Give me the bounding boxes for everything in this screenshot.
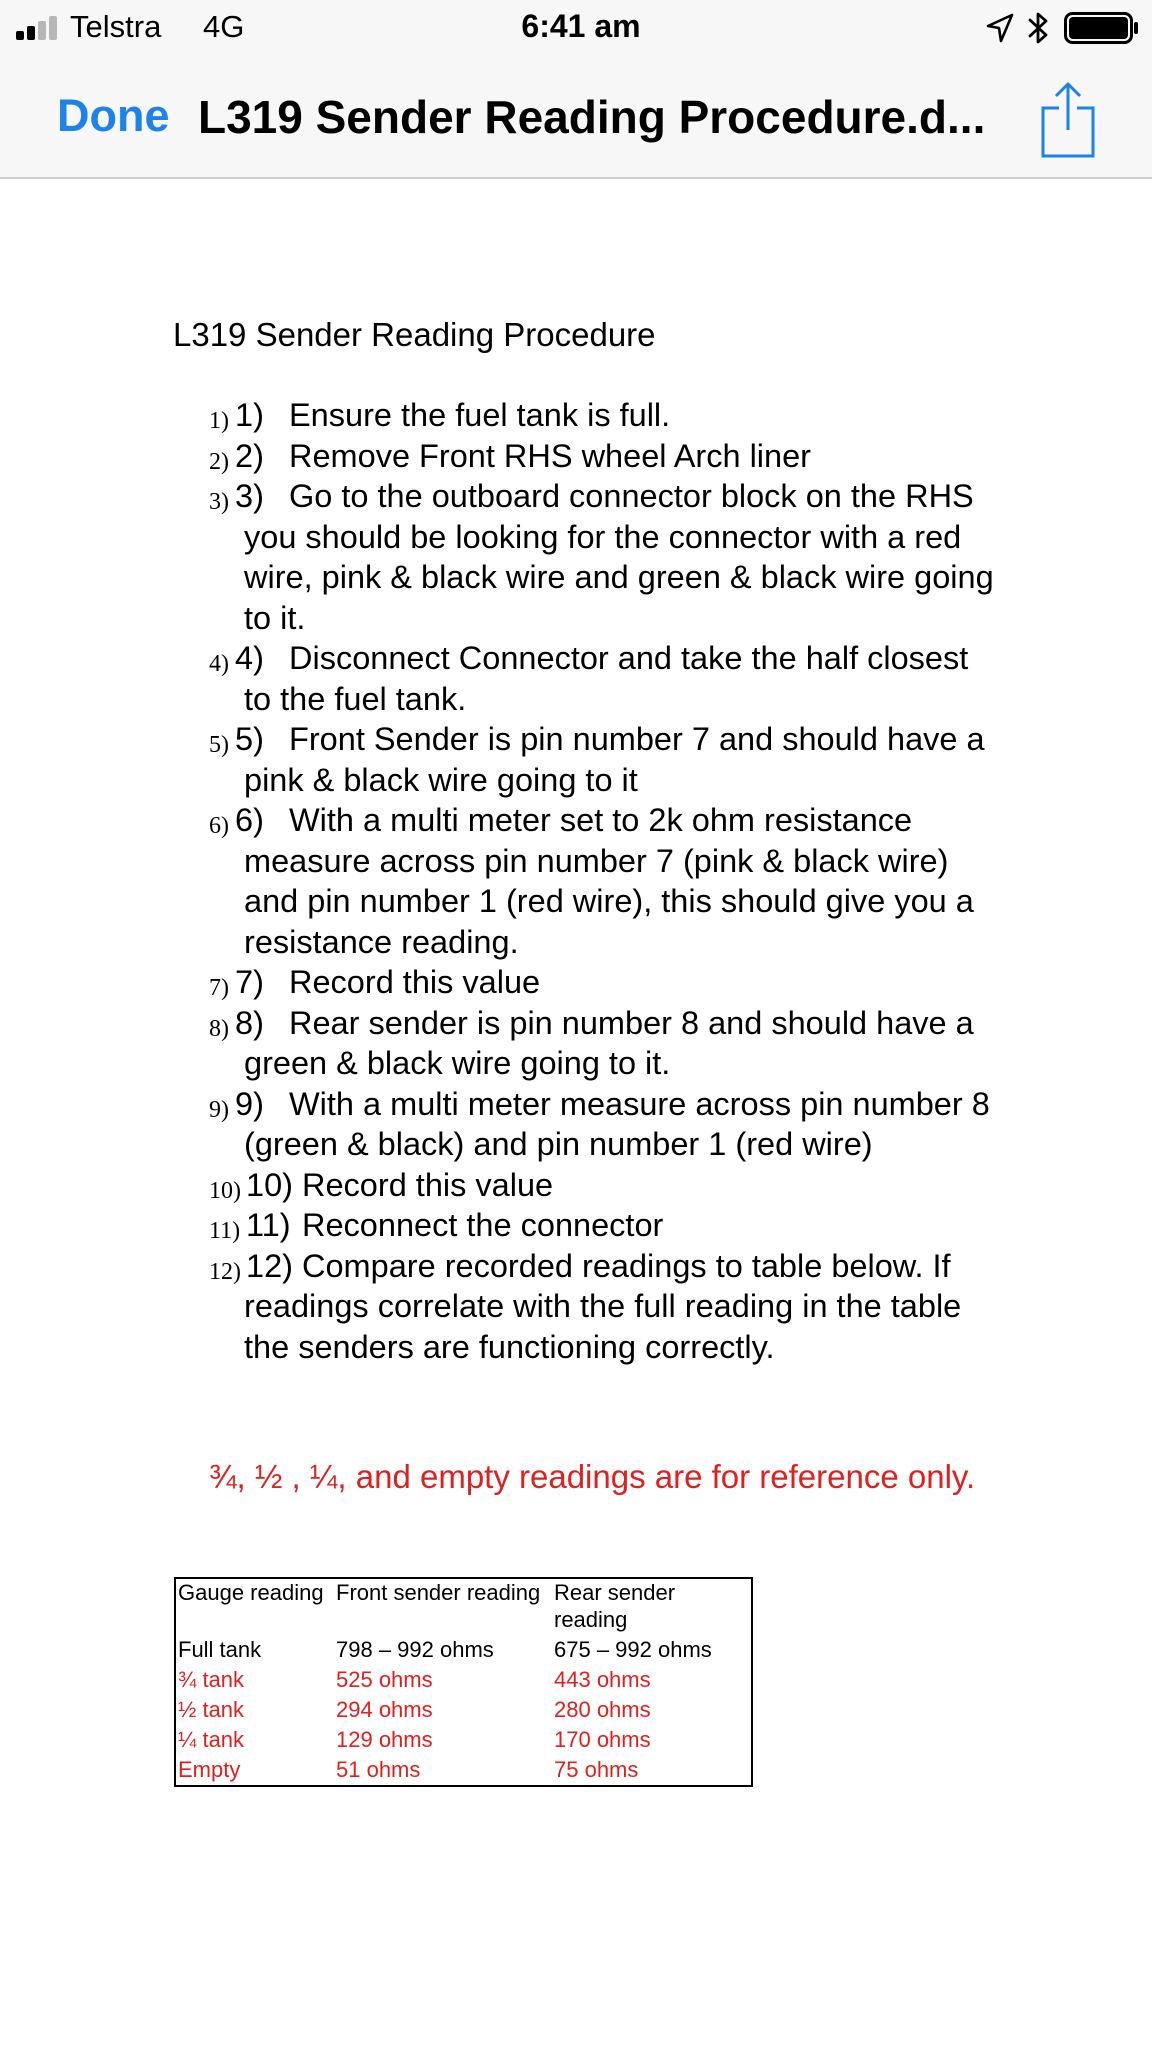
signal-bars-icon [16,16,62,40]
front-sender-cell: 798 – 992 ohms [336,1637,494,1662]
network-type: 4G [203,9,245,44]
navigation-bar [0,56,1152,179]
step-marker: 8) [209,1015,229,1042]
table-row [175,1695,752,1725]
step-marker: 5) [209,732,229,758]
column-header: Gauge reading [178,1580,324,1605]
location-arrow-icon [985,12,1015,44]
step-text: Compare recorded readings to table below. If readings correlate with the full reading in the table the senders are functioning correctly. [244,1247,962,1365]
step-number: 12) [246,1247,293,1284]
procedure-steps [209,395,999,1367]
list-item [209,1205,999,1246]
step-number: 5) [235,721,264,757]
step-marker: 9) [209,1096,229,1123]
step-text: Record this value [302,1166,554,1203]
status-time: 6:41 am [521,8,641,44]
bluetooth-icon [1025,10,1051,46]
front-sender-cell: 525 ohms [336,1667,433,1692]
step-number: 4) [235,640,264,676]
reference-note: ¾, ½ , ¼, and empty readings are for reference only. [209,1458,976,1495]
list-item [209,395,999,436]
table-row [175,1635,752,1665]
list-item [209,1084,999,1165]
step-text: With a multi meter set to 2k ohm resistance measure across pin number 7 (pink & black wire) and pin number 1 (red wire), this should give you a resistance reading. [244,802,974,960]
step-marker: 12) [209,1258,241,1285]
front-sender-cell: 294 ohms [336,1697,433,1722]
document-page [0,179,1152,2048]
table-row [175,1665,752,1695]
step-marker: 3) [209,489,229,515]
list-item [209,638,999,719]
gauge-cell: ¼ tank [178,1727,245,1752]
step-text: Disconnect Connector and take the half closest to the fuel tank. [244,640,969,717]
sender-readings-table [174,1577,753,1787]
step-marker: 2) [209,448,229,475]
done-button[interactable]: Done [57,90,170,141]
table-row [175,1755,752,1786]
step-marker: 7) [209,975,229,1001]
column-header: Front sender reading [336,1580,541,1605]
step-marker: 1) [209,408,229,434]
table-header-row [175,1578,752,1635]
step-text: Remove Front RHS wheel Arch liner [289,437,811,474]
step-text: Record this value [289,964,541,1000]
step-number: 2) [235,437,264,474]
gauge-cell: ¾ tank [178,1667,245,1692]
rear-sender-cell: 280 ohms [554,1697,651,1722]
gauge-cell: ½ tank [178,1697,245,1722]
gauge-cell: Empty [178,1757,241,1782]
battery-icon [1064,12,1140,44]
front-sender-cell: 129 ohms [336,1727,433,1752]
list-item [209,962,999,1003]
step-number: 7) [235,964,264,1000]
list-item [209,476,999,638]
step-text: Reconnect the connector [302,1207,664,1243]
front-sender-cell: 51 ohms [336,1757,421,1782]
step-number: 11) [246,1207,291,1243]
step-number: 1) [235,397,264,433]
gauge-cell: Full tank [178,1637,262,1662]
rear-sender-cell: 443 ohms [554,1667,651,1692]
step-number: 3) [235,478,264,514]
step-text: Front Sender is pin number 7 and should have a pink & black wire going to it [244,721,985,798]
step-number: 6) [235,802,264,838]
document-title: L319 Sender Reading Procedure [173,316,656,353]
status-bar [0,0,1152,56]
list-item [209,1246,999,1368]
list-item [209,800,999,962]
step-text: With a multi meter measure across pin number 8 (green & black) and pin number 1 (red wire) [244,1085,990,1162]
step-text: Go to the outboard connector block on the RHS you should be looking for the connector with a red wire, pink & black wire and green & black wire going to it. [244,478,994,636]
step-text: Ensure the fuel tank is full. [289,397,671,433]
list-item [209,719,999,800]
step-number: 10) [246,1166,293,1203]
step-number: 8) [235,1004,264,1041]
share-icon[interactable] [1040,80,1096,160]
list-item [209,1003,999,1084]
list-item [209,436,999,477]
step-marker: 4) [209,651,229,677]
rear-sender-cell: 675 – 992 ohms [554,1637,712,1662]
column-header: Rear sender reading [554,1580,676,1632]
table-row [175,1725,752,1755]
step-marker: 6) [209,813,229,839]
step-text: Rear sender is pin number 8 and should have a green & black wire going to it. [244,1004,974,1081]
step-marker: 11) [209,1218,241,1244]
list-item [209,1165,999,1206]
rear-sender-cell: 170 ohms [554,1727,651,1752]
page-title: L319 Sender Reading Procedure.d... [198,91,986,143]
step-marker: 10) [209,1177,241,1204]
step-number: 9) [235,1085,264,1122]
carrier-name: Telstra [70,9,162,44]
rear-sender-cell: 75 ohms [554,1757,639,1782]
